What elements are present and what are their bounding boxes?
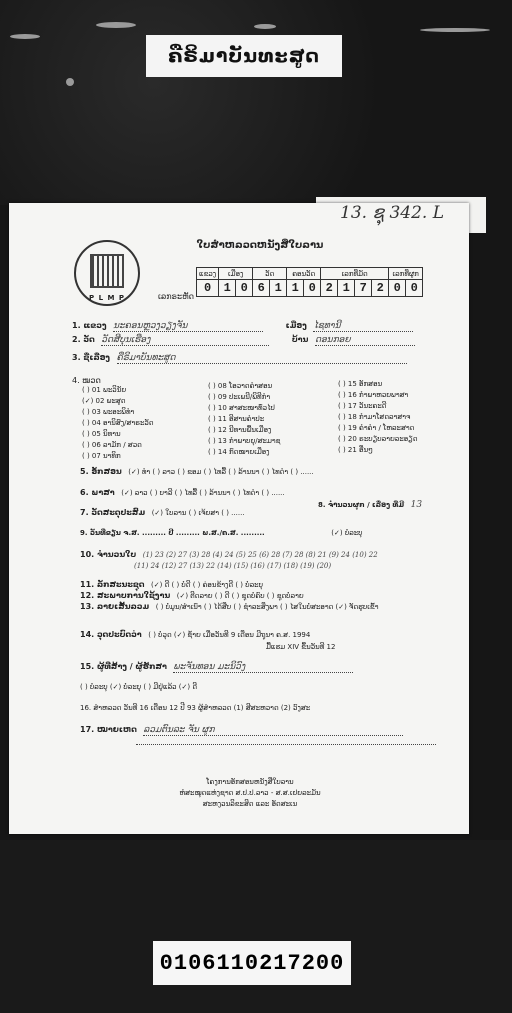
field-label: 17. ໝາຍເຫດ [80,725,137,734]
field-label: 10. ຈຳນວນໃບ [80,550,137,559]
field-label: 15. ຜູ້ທີ່ສ້າງ / ຜູ້ຮັກສາ [80,662,167,671]
category-option: ( ) 01 ພະວິນັຍ [82,386,127,394]
field-label: 12. ສະພາບການໃຊ້ງານ [80,591,171,600]
field-value: ຄືຣິມາບັນທະສູດ [117,353,407,364]
category-option: ( ) 10 ສາສະໜາທົ່ວໄປ [208,404,275,412]
field-options: (✓) ດີ ( ) ບໍ່ດີ ( ) ຄ່ອນຂ້າງດີ ( ) ບໍ່ລະບຸ [151,581,263,589]
form-footer [150,777,350,810]
category-option: ( ) 15 ອັກສອນ [338,380,383,388]
field-label: 14. ວຸດປະບົດວ່າ [80,630,142,639]
field-label: 7. ວັດສະດຸປະສົມ [80,508,146,517]
field-author-opts [80,682,197,691]
film-speck [254,24,276,29]
ref-digit: 0 [304,280,321,297]
field-value: ນະຄອນຫຼວງວຽງຈັນ [113,321,263,332]
field-label: 11. ລັກສະນະຊຸດ [80,580,145,589]
ref-header: ເລກທີ່ຜູກ [389,268,423,280]
field-title [72,353,407,364]
field-material [80,508,245,517]
field-province [72,321,413,332]
field-wrap [80,602,378,611]
category-option: ( ) 12 ນີທານພື້ນເມືອງ [208,426,272,434]
field-label: 9. ວັນທີ່ຂຽນ ຈ.ສ. ......... ປີ ......... ພ.ສ./ຄ.ສ. ......... [80,529,265,537]
field-options: (✓) ລາວ ( ) ບາລີ ( ) ໄທລື້ ( ) ລ້ານນາ ( ) ໄທດຳ ( ) ...... [121,489,285,497]
ref-header: ວັດ [253,268,287,280]
ref-header: ເລກທີ່ມັດ [321,268,389,280]
category-option: ( ) 09 ປະເພນີ/ພິທີກຳ [208,393,271,401]
ref-label: ເລກຣະຫັດ [158,292,194,301]
field-options: ( ) ບໍ່ວຸດ (✓) ຊ້ຳຍ ເມື່ອວັນທີ 9 ເດືອນ ມີຖຸນາ ຄ.ສ. 1994 [148,631,311,639]
ref-digit: 1 [287,280,304,297]
field-options: ( ) ບໍ່ມູນ/ສຳເນົາ ( ) ໄດ້ສືບ ( ) ຊຳລະສິ່ງພາ ( ) ໄສໃນບໍ່ສະອາດ (✓) ຈັດຮູບເຂົ້າ [155,603,379,611]
field-options: (✓) ບໍ່ລະບຸ [331,529,363,537]
category-option: ( ) 13 ກຳພາບຍຸ/ສະມາຊ [208,437,281,445]
field-condition [80,580,263,589]
film-speck [420,28,490,32]
ref-header: ເມືອງ [219,268,253,280]
blank-line [136,744,436,745]
seal-text: P L M P [89,294,125,302]
category-option: ( ) 11 ອີສານຄຳປະ [208,415,265,423]
field-label: 13. ລາຍເສັ້ນລວມ [80,602,150,611]
ref-digit: 2 [321,280,338,297]
ref-digit: 7 [355,280,372,297]
category-option: ( ) 07 ນາທິກ [82,452,121,460]
field-survey [80,703,310,712]
institution-seal [74,240,140,306]
field-leaves [80,550,378,559]
field-options: ( ) ບໍ່ລະບຸ (✓) ບໍ່ລະບຸ ( ) ມີຢູ່ແລ້ວ (✓) ດີ [80,683,198,691]
microfilm-code: 0106110217200 [153,941,351,985]
category-option: ( ) 16 ກຳພາຫວຍພາສາ [338,391,409,399]
field-leaves-cont [134,561,331,570]
field-options: (✓) ໃບລານ ( ) ເຈ້ຍສາ ( ) ...... [151,509,245,517]
film-speck [96,22,136,28]
footer-line: ຫໍສະໝຸດແຫ່ງຊາດ ສ.ປ.ປ.ລາວ - ສ.ສ.ເຢຍລະມັນ [179,789,321,797]
field-usage [80,591,304,600]
field-options: (✓) ຕີດລາຍ ( ) ດີ ( ) ຊຸດບໍ່ຄົບ ( ) ຊຸດບໍ່ລາຍ [176,592,304,600]
section-category-label: 4. ໝວດ [72,376,101,385]
field-read-cont [266,642,335,651]
temple-icon [90,254,124,288]
category-option: ( ) 05 ນິທານ [82,430,121,438]
field-value: ມື້ແຮມ XIV ຂຶ້ນວັນທີ 12 [266,643,336,651]
ref-digit: 6 [253,280,270,297]
field-date [80,528,363,537]
category-option: ( ) 14 ກົດໝາຍເມືອງ [208,448,270,456]
field-value: (11) 24 (12) 27 (13) 22 (14) (15) (16) (17) (18) (19) (20) [134,562,332,570]
film-speck [10,34,40,39]
field-author [80,662,353,673]
ref-digit: 2 [372,280,389,297]
category-option: (✓) 02 ພະສູດ [82,397,126,405]
field-label: ເມືອງ [285,321,307,330]
field-remark [80,725,403,736]
category-option: ( ) 19 ຄຳຄຳ / ໂຫລະສາດ [338,424,415,432]
field-language [80,488,285,497]
ref-code-grid [196,267,423,297]
film-bottom-strip [0,840,512,1013]
remark-line [136,738,436,747]
field-temple [72,335,415,346]
film-speck [66,78,74,86]
field-read [80,630,310,639]
category-option: ( ) 17 ວັນະຄະດີ [338,402,387,410]
field-script [80,467,314,476]
field-value: 13 [410,500,423,510]
ref-digit: 0 [389,280,406,297]
footer-line: ສະຫງວນລິຂະສິດ ແລະ ອັດສະເນ [202,800,298,808]
category-option: ( ) 06 ລາມັກ / ສວດ [82,441,142,449]
field-label: 8. ຈຳນວນຜູກ / ເລື່ອງ ທີ່ມີ [318,501,405,509]
field-label: 6. ພາສາ [80,488,115,497]
category-option: ( ) 21 ອື່ນໆ [338,446,373,454]
ref-digit: 1 [219,280,236,297]
corner-note: 13. ຊຸ 342. L [340,203,445,223]
footer-line: ໂຄງການອັກສອນຫນັງສືໃບລານ [206,778,294,786]
ref-digit: 0 [197,280,219,297]
field-value: ພະຈັນທອນ ມະນິວົງ [173,662,353,673]
field-value: (1) 23 (2) 27 (3) 28 (4) 24 (5) 25 (6) 28 (7) 28 (8) 21 (9) 24 (10) 22 [142,551,378,559]
field-value: 16. ສຳຫລວດ ວັນທີ 16 ເດືອນ 12 ປີ 93 ຜູ້ສຳຫລວດ (1) ສີສະຫວາດ (2) ວົງສະ [80,704,311,712]
category-option: ( ) 04 ອານິສົງ/ສາຣະວັດ [82,419,154,427]
field-label: 2. ວັດ [72,335,95,344]
category-option: ( ) 08 ໂອວາດຄຳສອນ [208,382,273,390]
ref-digit: 0 [236,280,253,297]
field-label: 1. ແຂວງ [72,321,107,330]
field-label: ບ້ານ [291,335,309,344]
field-value: ດອນກອຍ [315,335,415,346]
ref-digit: 0 [406,280,423,297]
field-value: ວັດສີບຸນເຮືອງ [101,335,269,346]
header-label: ຄືຣິມາບັນທະສູດ [146,35,342,77]
field-value: ໄຊທານີ [313,321,413,332]
category-option: ( ) 18 ກຳມາໂສດລາສາຈ [338,413,411,421]
ref-header: ຄອນວັດ [287,268,321,280]
ref-digit: 1 [270,280,287,297]
field-count [318,500,422,510]
field-options: (✓) ທຳ ( ) ລາວ ( ) ຂອມ ( ) ໄທລື້ ( ) ລ້ານນາ ( ) ໄທດຳ ( ) ...... [128,468,314,476]
field-label: 5. ອັກສອນ [80,467,122,476]
ref-header: ແຂວງ [197,268,219,280]
category-option: ( ) 20 ຣະບຽບລາຍລະອຽດ [338,435,418,443]
field-value: ລວມຕົນລະ ຈັນ ຜູກ [143,725,403,736]
ref-digit: 1 [338,280,355,297]
form-title: ໃບສຳຫລວດຫນັງສືໃບລານ [196,240,324,251]
category-option: ( ) 03 ພະອະພິທຳ [82,408,135,416]
field-label: 3. ຊື່ເລື່ອງ [72,353,110,362]
